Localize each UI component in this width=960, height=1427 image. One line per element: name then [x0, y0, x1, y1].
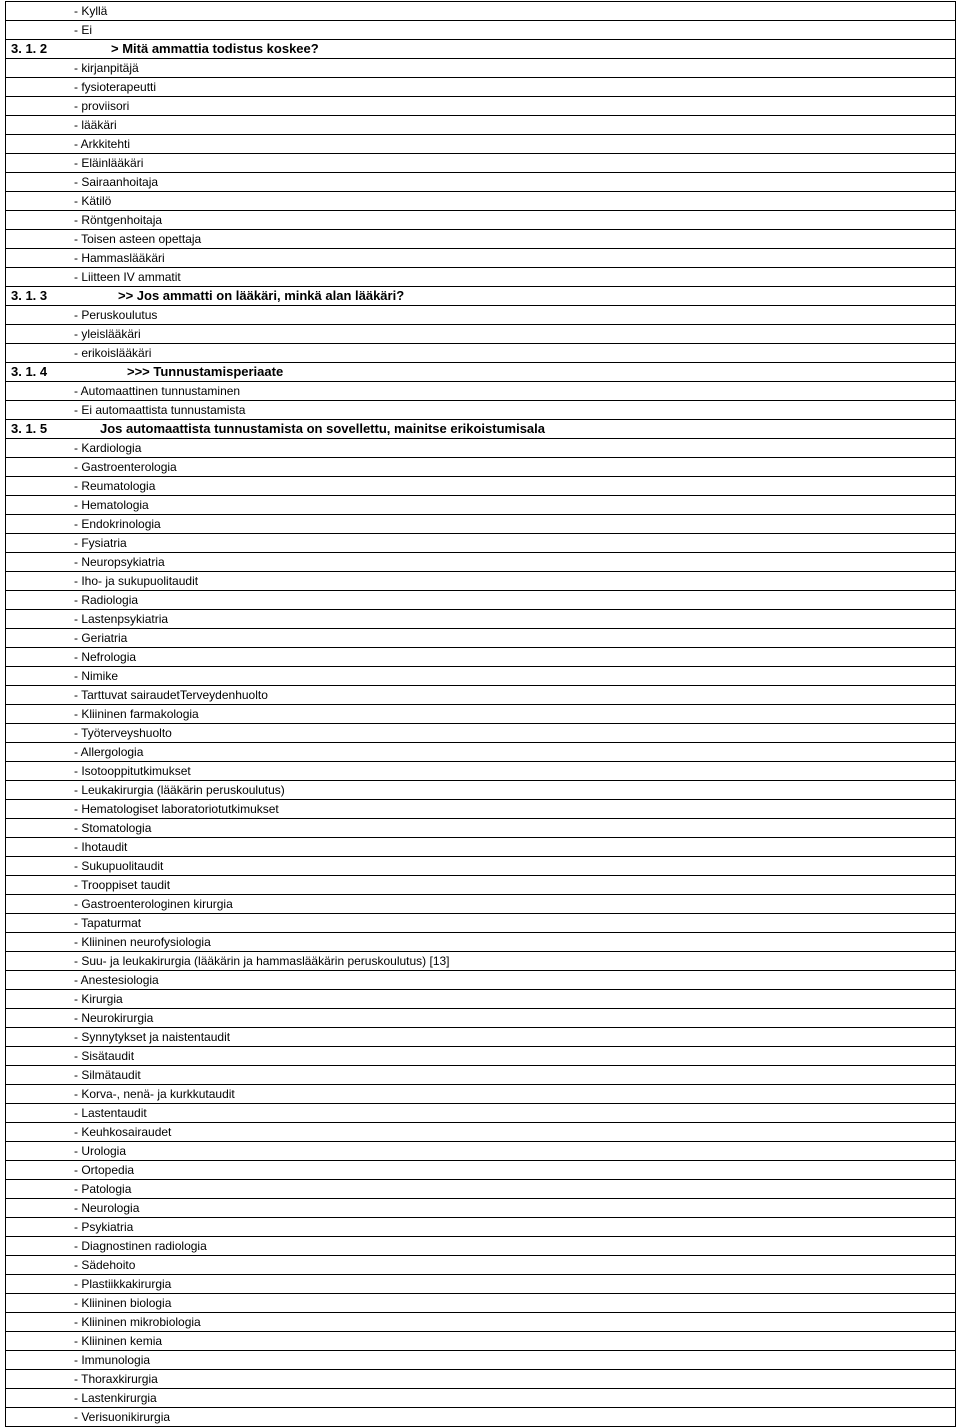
question-row: [5, 40, 956, 59]
option-row: [5, 1408, 956, 1427]
option-row: [5, 1142, 956, 1161]
option-row: [5, 591, 956, 610]
option-label: - Kliininen biologia: [74, 1296, 172, 1310]
option-label: - Gastroenterologia: [74, 460, 177, 474]
option-row: [5, 1066, 956, 1085]
option-row: [5, 1199, 956, 1218]
option-row: [5, 800, 956, 819]
option-label: - Kliininen neurofysiologia: [74, 935, 211, 949]
option-row: [5, 952, 956, 971]
option-row: [5, 116, 956, 135]
option-row: [5, 173, 956, 192]
question-row: [5, 287, 956, 306]
option-label: - fysioterapeutti: [74, 80, 157, 94]
option-label: - Immunologia: [74, 1353, 151, 1367]
option-row: [5, 686, 956, 705]
option-label: - Stomatologia: [74, 821, 152, 835]
option-row: [5, 534, 956, 553]
option-row: [5, 857, 956, 876]
option-row: [5, 876, 956, 895]
option-row: [5, 1009, 956, 1028]
option-label: - Silmätaudit: [74, 1068, 141, 1082]
option-label: - Työterveyshuolto: [74, 726, 172, 740]
option-label: - Kliininen kemia: [74, 1334, 163, 1348]
option-label: - Gastroenterologinen kirurgia: [74, 897, 233, 911]
option-label: - Ortopedia: [74, 1163, 135, 1177]
question-text: > Mitä ammattia todistus koskee?: [111, 41, 319, 56]
option-row: [5, 1104, 956, 1123]
option-row: [5, 705, 956, 724]
option-label: - Nimike: [74, 669, 118, 683]
question-number: 3. 1. 5: [11, 421, 48, 436]
option-label: - Neuropsykiatria: [74, 555, 165, 569]
option-label: - Geriatria: [74, 631, 128, 645]
option-label: - Diagnostinen radiologia: [74, 1239, 207, 1253]
option-label: - Hematologiset laboratoriotutkimukset: [74, 802, 279, 816]
option-row: [5, 971, 956, 990]
option-row: [5, 97, 956, 116]
option-label: - Verisuonikirurgia: [74, 1410, 171, 1424]
option-row: [5, 135, 956, 154]
option-label: - Sädehoito: [74, 1258, 136, 1272]
option-row: [5, 914, 956, 933]
option-label: - kirjanpitäjä: [74, 61, 139, 75]
option-row: [5, 1161, 956, 1180]
option-row: [5, 344, 956, 363]
option-label: - Thoraxkirurgia: [74, 1372, 158, 1386]
option-label: - Trooppiset taudit: [74, 878, 171, 892]
option-label: - Sukupuolitaudit: [74, 859, 164, 873]
option-row: [5, 515, 956, 534]
option-row: [5, 629, 956, 648]
option-row: [5, 477, 956, 496]
option-row: [5, 2, 956, 21]
option-label: - Neurokirurgia: [74, 1011, 154, 1025]
option-label: - Plastiikkakirurgia: [74, 1277, 172, 1291]
option-row: [5, 762, 956, 781]
option-row: [5, 230, 956, 249]
option-row: [5, 21, 956, 40]
option-row: [5, 1313, 956, 1332]
question-text: >> Jos ammatti on lääkäri, minkä alan lääkäri?: [118, 288, 405, 303]
option-label: - Iho- ja sukupuolitaudit: [74, 574, 199, 588]
option-row: [5, 382, 956, 401]
option-label: - Tarttuvat sairaudetTerveydenhuolto: [74, 688, 268, 702]
option-row: [5, 211, 956, 230]
option-row: [5, 1351, 956, 1370]
question-number: 3. 1. 2: [11, 41, 48, 56]
question-row: [5, 420, 956, 439]
option-label: - Suu- ja leukakirurgia (lääkärin ja hammaslääkärin peruskoulutus) [13]: [74, 954, 450, 968]
option-row: [5, 439, 956, 458]
option-label: - Kardiologia: [74, 441, 142, 455]
option-row: [5, 1123, 956, 1142]
option-label: - Kliininen farmakologia: [74, 707, 199, 721]
option-label: - proviisori: [74, 99, 130, 113]
option-row: [5, 572, 956, 591]
option-label: - lääkäri: [74, 118, 117, 132]
option-row: [5, 458, 956, 477]
option-row: [5, 933, 956, 952]
option-row: [5, 59, 956, 78]
option-row: [5, 192, 956, 211]
option-row: [5, 1275, 956, 1294]
option-row: [5, 743, 956, 762]
option-label: - Isotooppitutkimukset: [74, 764, 191, 778]
option-label: - Liitteen IV ammatit: [74, 270, 181, 284]
option-label: - Neurologia: [74, 1201, 140, 1215]
option-label: - Lastenkirurgia: [74, 1391, 157, 1405]
option-label: - Eläinlääkäri: [74, 156, 144, 170]
option-row: [5, 306, 956, 325]
option-row: [5, 1389, 956, 1408]
option-label: - Ihotaudit: [74, 840, 128, 854]
option-label: - Leukakirurgia (lääkärin peruskoulutus): [74, 783, 285, 797]
option-label: - Arkkitehti: [74, 137, 131, 151]
option-row: [5, 78, 956, 97]
option-row: [5, 154, 956, 173]
option-label: - Reumatologia: [74, 479, 156, 493]
option-label: - Lastentaudit: [74, 1106, 147, 1120]
option-label: - Lastenpsykiatria: [74, 612, 169, 626]
option-label: - Ei: [74, 23, 92, 37]
option-label: - Sairaanhoitaja: [74, 175, 159, 189]
option-row: [5, 1028, 956, 1047]
option-row: [5, 1237, 956, 1256]
option-label: - Peruskoulutus: [74, 308, 158, 322]
question-row: [5, 363, 956, 382]
option-row: [5, 1218, 956, 1237]
option-row: [5, 1047, 956, 1066]
option-row: [5, 895, 956, 914]
option-row: [5, 648, 956, 667]
option-row: [5, 325, 956, 344]
option-label: - Röntgenhoitaja: [74, 213, 163, 227]
option-row: [5, 1180, 956, 1199]
option-row: [5, 1332, 956, 1351]
question-text: >>> Tunnustamisperiaate: [127, 364, 284, 379]
option-label: - Psykiatria: [74, 1220, 134, 1234]
option-label: - Kirurgia: [74, 992, 123, 1006]
option-label: - Urologia: [74, 1144, 127, 1158]
question-text: Jos automaattista tunnustamista on sovellettu, mainitse erikoistumisala: [100, 421, 546, 436]
option-label: - Patologia: [74, 1182, 132, 1196]
option-row: [5, 268, 956, 287]
option-row: [5, 1085, 956, 1104]
option-label: - Allergologia: [74, 745, 144, 759]
option-label: - Radiologia: [74, 593, 139, 607]
option-row: [5, 838, 956, 857]
option-label: - Keuhkosairaudet: [74, 1125, 172, 1139]
option-row: [5, 1256, 956, 1275]
option-label: - Tapaturmat: [74, 916, 142, 930]
question-number: 3. 1. 4: [11, 364, 48, 379]
option-row: [5, 610, 956, 629]
option-label: - Kätilö: [74, 194, 112, 208]
option-label: - Endokrinologia: [74, 517, 161, 531]
option-row: [5, 496, 956, 515]
option-row: [5, 724, 956, 743]
option-label: - Sisätaudit: [74, 1049, 135, 1063]
option-label: - Nefrologia: [74, 650, 137, 664]
option-label: - Kliininen mikrobiologia: [74, 1315, 201, 1329]
option-row: [5, 781, 956, 800]
form-table: [5, 1, 956, 1427]
option-row: [5, 249, 956, 268]
option-label: - Hammaslääkäri: [74, 251, 165, 265]
option-label: - Hematologia: [74, 498, 149, 512]
option-row: [5, 667, 956, 686]
option-label: - Automaattinen tunnustaminen: [74, 384, 241, 398]
option-label: - Fysiatria: [74, 536, 127, 550]
option-row: [5, 990, 956, 1009]
option-label: - Anestesiologia: [74, 973, 159, 987]
option-label: - Kyllä: [74, 4, 108, 18]
option-row: [5, 1370, 956, 1389]
option-row: [5, 819, 956, 838]
option-row: [5, 1294, 956, 1313]
option-row: [5, 401, 956, 420]
option-label: - Ei automaattista tunnustamista: [74, 403, 246, 417]
question-number: 3. 1. 3: [11, 288, 48, 303]
option-label: - yleislääkäri: [74, 327, 141, 341]
option-label: - Toisen asteen opettaja: [74, 232, 202, 246]
option-label: - erikoislääkäri: [74, 346, 152, 360]
option-label: - Korva-, nenä- ja kurkkutaudit: [74, 1087, 235, 1101]
option-label: - Synnytykset ja naistentaudit: [74, 1030, 231, 1044]
option-row: [5, 553, 956, 572]
